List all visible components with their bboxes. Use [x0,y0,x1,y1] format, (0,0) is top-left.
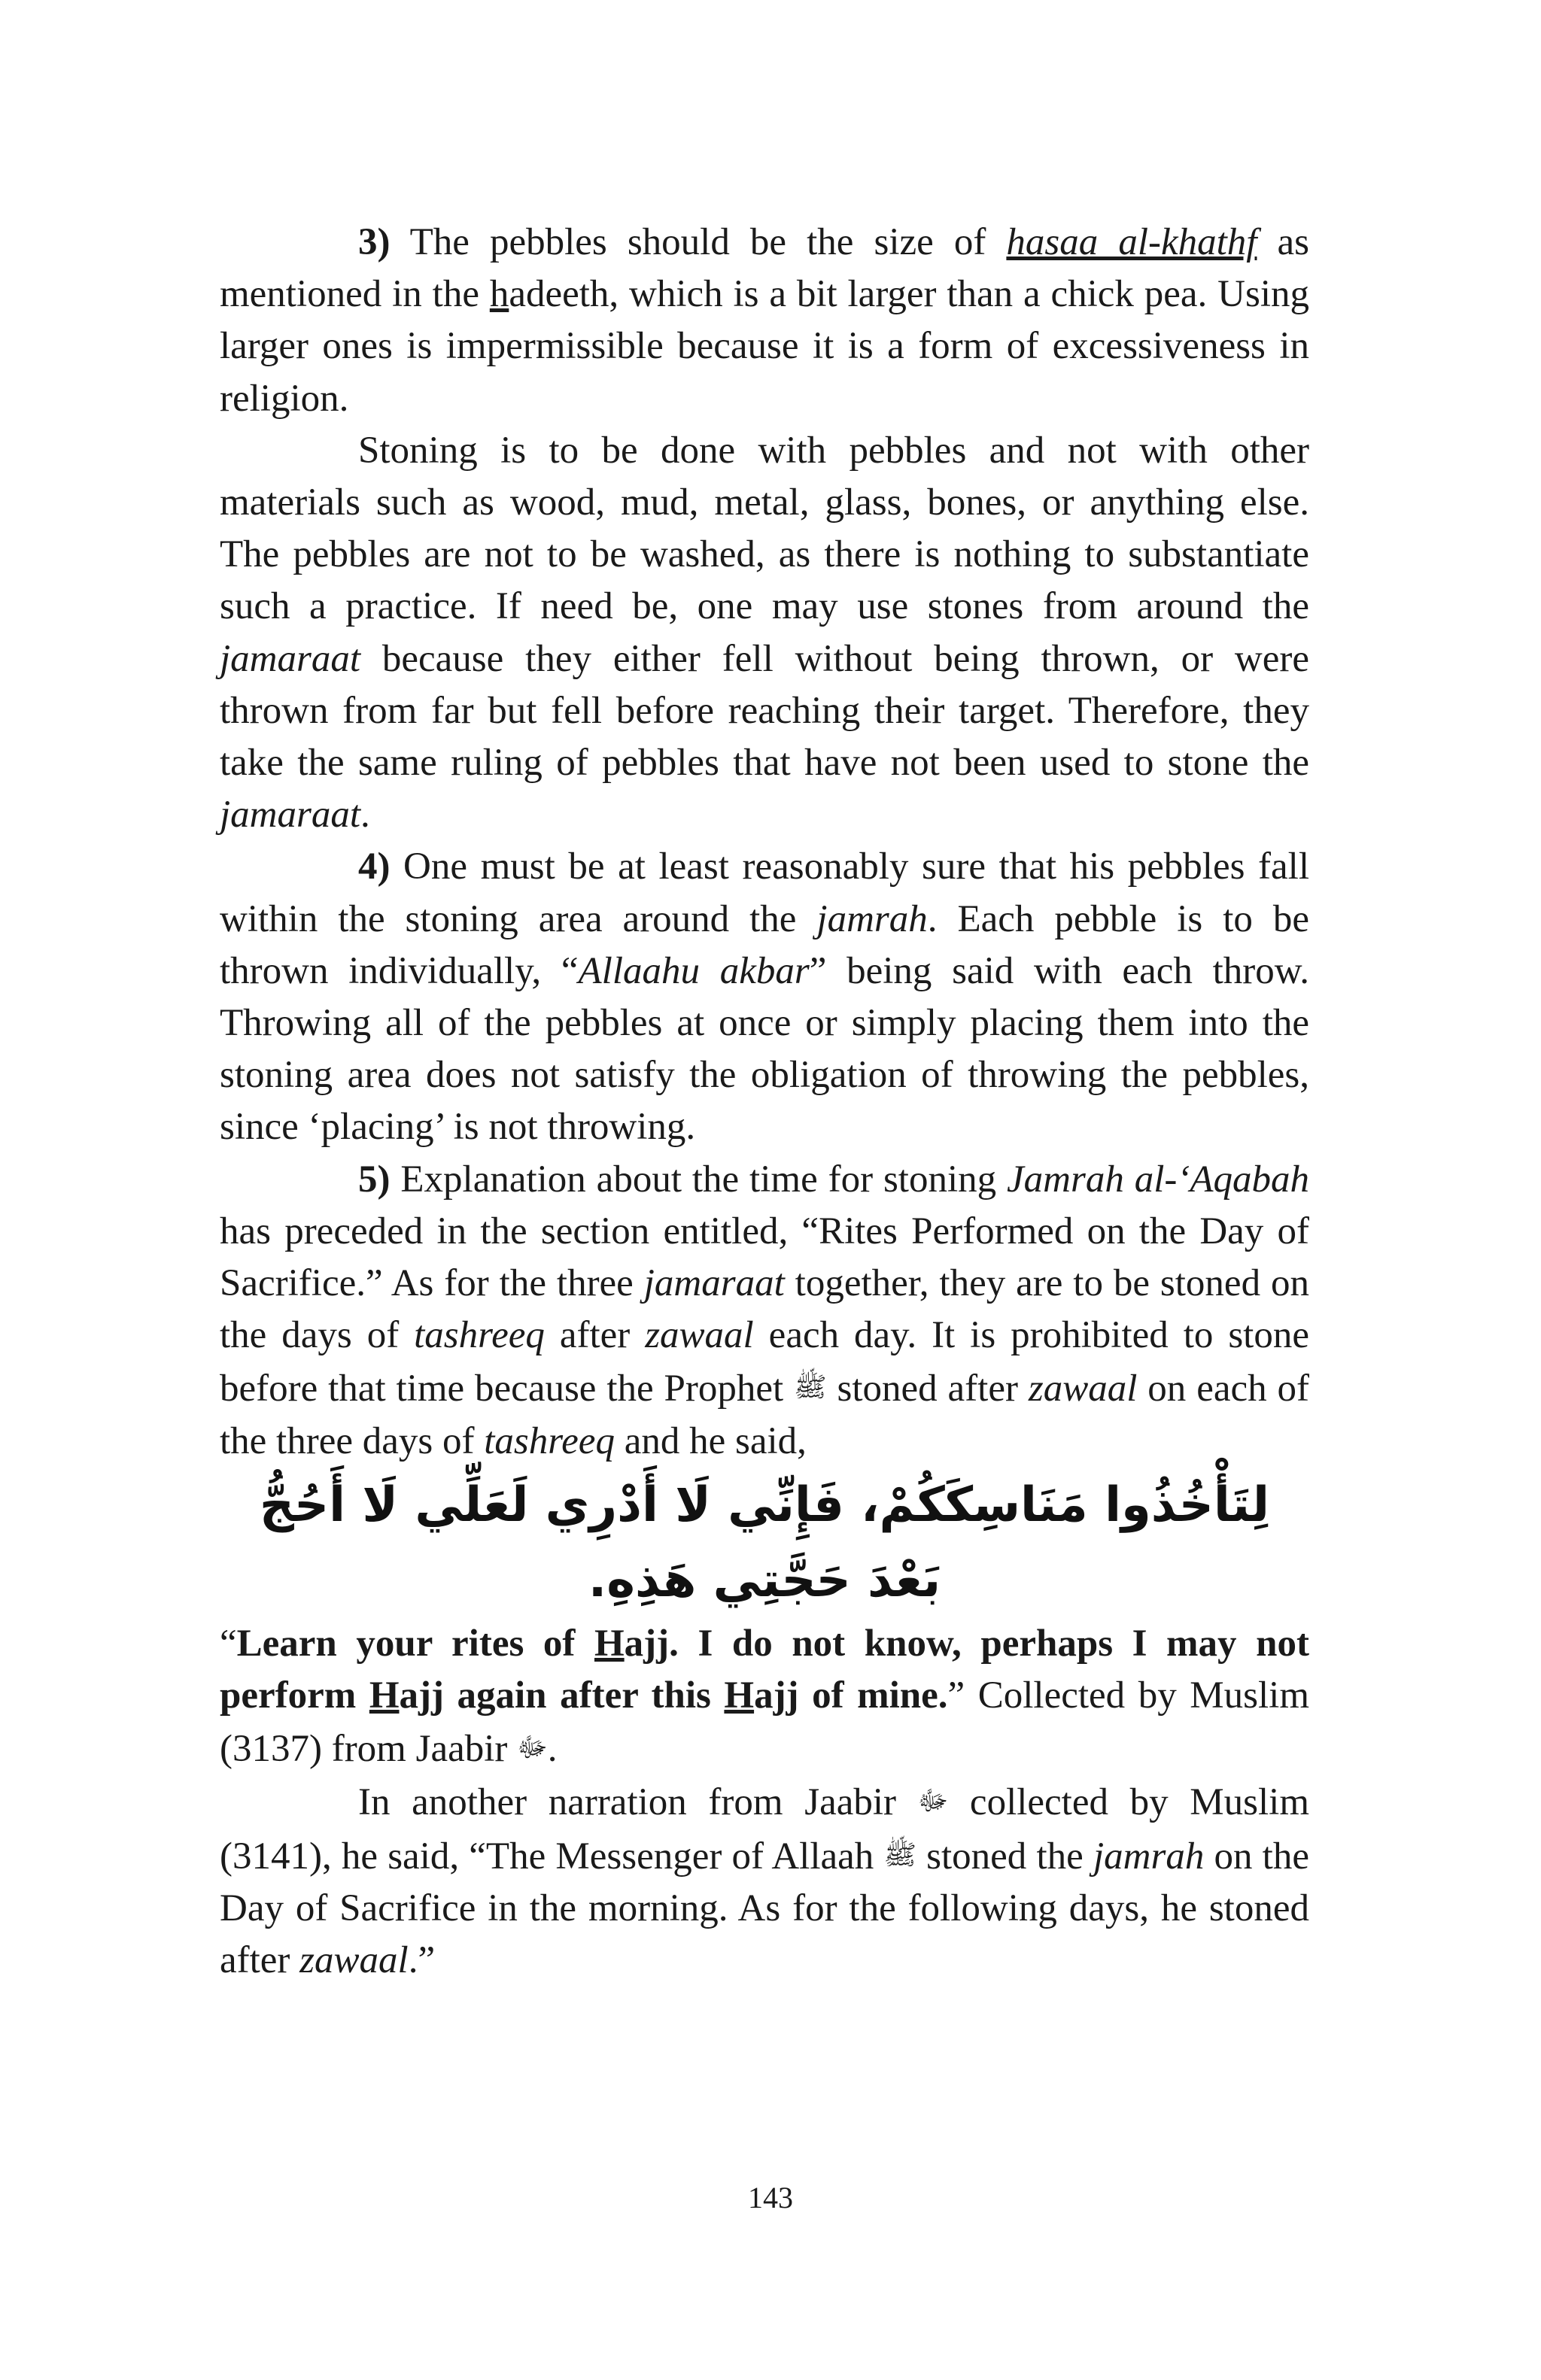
radiya-glyph: ﷻ [517,1732,548,1763]
page-body [220,217,1309,1987]
text: The pebbles should be the size of [390,221,1007,263]
term-jamaraat: jamaraat [220,637,361,680]
text: . Each pebble is to be thrown individually, “ [220,897,1309,992]
text: as mentioned in the [220,221,1310,316]
point-number: 3) [358,221,391,263]
paragraph-pebble-size [220,217,1309,425]
term-tashreeq: tashreeq [484,1419,615,1462]
text: ajj of mine. [754,1674,948,1717]
close-quote: ” [947,1674,965,1717]
text: ajj. I do not know, perhaps I may not perform [220,1622,1309,1717]
text: . [547,1728,558,1771]
text: because they either fell without being thrown, or were thrown from far but fell before reaching their target. Therefore, they take the same ruling of pebbles that have not been used to stone the [220,637,1309,785]
text: ” being said with each throw. Throwing all of the pebbles at once or simply placing them into the stoning area does not satisfy the obligation of throwing the pebbles, since ‘placing’ is not throwing. [220,949,1309,1149]
hadeeth-h: h [489,273,509,316]
term-jamaraat: jamaraat [220,794,361,836]
term-tashreeq: tashreeq [414,1314,545,1357]
text: stoned the [916,1835,1093,1878]
term-allaahu-akbar: Allaahu akbar [578,949,810,992]
term-jamrah-al-aqabah: Jamrah al-‘Aqabah [1007,1158,1310,1201]
point-number: 5) [358,1158,391,1201]
text: together, they are to be stoned on the days of [220,1262,1309,1357]
text: on the Day of Sacrifice in the morning. As for the following days, he stoned after [220,1835,1309,1982]
text: ajj again after this [399,1674,725,1717]
point-number: 4) [358,845,391,888]
term-jamrah: jamrah [816,897,928,940]
text: collected by Muslim (3141), he said, “The Messenger of Allaah [220,1781,1309,1878]
hajj-h: H [594,1622,625,1665]
paragraph-hadith-translation [220,1618,1309,1776]
paragraph-throwing [220,841,1309,1153]
term-jamaraat: jamaraat [643,1262,785,1305]
text: each day. It is prohibited to stone before that time because the Prophet [220,1314,1309,1410]
page-number: 143 [748,2181,793,2215]
text: adeeth, which is a bit larger than a chick pea. Using larger ones is impermissible because it is a form of excessiveness in religion. [220,273,1309,420]
text: . [360,794,370,836]
hajj-h: H [724,1674,755,1717]
text: stoned after [826,1368,1029,1410]
term-jamrah: jamrah [1093,1835,1205,1878]
text: Explanation about the time for stoning [390,1158,1008,1201]
term-hasaa-al-khathf: hasaa al-khathf [1006,221,1257,263]
radiya-glyph: ﷻ [917,1786,949,1817]
arabic-hadith-text: لِتَأْخُذُوا مَنَاسِكَكُمْ، فَإِنِّي لَا أَدْرِي لَعَلِّي لَا أَحُجُّ بَعْدَ حَجَّتِي هَذِهِ. [259,1477,1270,1608]
citation: Collected by Muslim (3137) from Jaabir [220,1674,1309,1771]
text: on each of the three days of [220,1368,1309,1462]
text: One must be at least reasonably sure that his pebbles fall within the stoning area around the [220,845,1309,940]
paragraph-another-narration [220,1775,1309,1987]
text: .” [408,1939,436,1982]
paragraph-stoning-time [220,1154,1309,1468]
term-zawaal: zawaal [299,1939,409,1982]
text: has preceded in the section entitled, “Rites Performed on the Day of Sacrifice.” As for the three [220,1210,1309,1305]
text: In another narration from Jaabir [358,1781,918,1824]
honorific-glyph: ﷺ [794,1372,827,1403]
text: after [544,1314,646,1357]
term-zawaal: zawaal [1028,1368,1138,1410]
open-quote: “ [220,1622,237,1665]
text: Learn your rites of [236,1622,594,1665]
term-zawaal: zawaal [645,1314,754,1357]
paragraph-stoning-material [220,425,1309,842]
text: and he said, [614,1419,807,1462]
text: Stoning is to be done with pebbles and not with other materials such as wood, mud, metal, glass, bones, or anything else. The pebbles are not to be washed, as there is nothing to substantiate such a practice. If need be, one may use stones from around the [220,429,1309,628]
hajj-h: H [369,1674,400,1717]
honorific-glyph: ﷺ [883,1839,916,1870]
